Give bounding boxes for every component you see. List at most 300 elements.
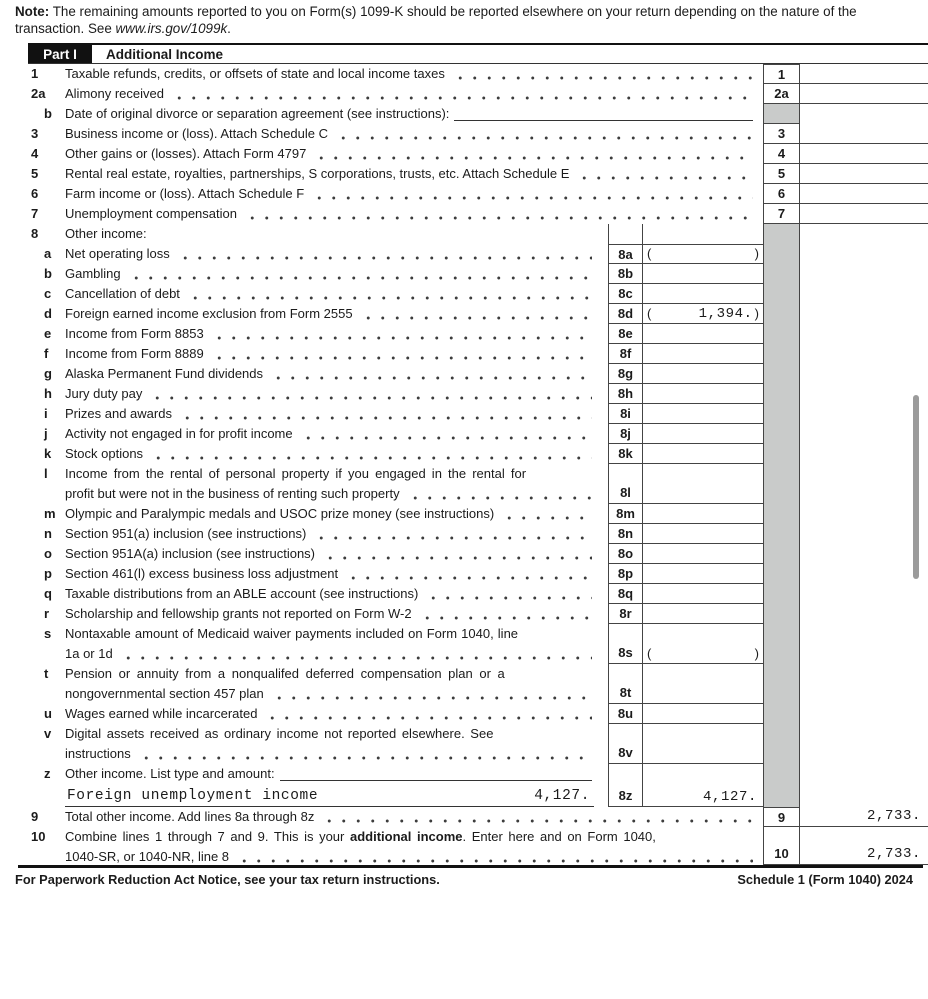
right-margin-cell	[800, 324, 928, 344]
sub-line-number-box: 8o	[608, 544, 643, 564]
shaded-no-entry-cell	[763, 104, 800, 124]
line-label	[65, 704, 594, 724]
label-text: profit but were not in the business of renting such property	[65, 486, 400, 501]
line-number: e	[44, 326, 52, 341]
form-row-4	[0, 144, 928, 164]
sub-amount-box-8z[interactable]	[643, 764, 763, 807]
paren-open: (	[647, 246, 652, 261]
sub-line-number-box: 8u	[608, 704, 643, 724]
sub-col-rule	[608, 224, 643, 244]
line-label	[65, 64, 755, 84]
sub-line-number-box: 8z	[608, 764, 643, 807]
line-label	[65, 464, 594, 484]
entry-amount: 4,127.	[534, 788, 590, 804]
line-label-cell	[65, 384, 608, 404]
line-number-box: 1	[763, 64, 800, 84]
right-margin-cell	[800, 404, 928, 424]
form-row-8j	[0, 424, 928, 444]
footer-paperwork-notice: For Paperwork Reduction Act Notice, see your tax return instructions.	[15, 871, 440, 887]
sub-amount-box-8c[interactable]	[643, 284, 763, 304]
sub-amount-box-8n[interactable]	[643, 524, 763, 544]
dotted-leaders	[243, 204, 753, 224]
label-text: Scholarship and fellowship grants not reported on Form W-2	[65, 606, 412, 621]
form-row-2b	[0, 104, 928, 124]
sub-amount-box-8d[interactable]	[643, 304, 763, 324]
sub-line-number-box: 8d	[608, 304, 643, 324]
line-label	[65, 224, 594, 244]
line-label	[65, 284, 594, 304]
dotted-leaders	[344, 564, 592, 584]
line-label-cell	[65, 404, 608, 424]
line-label-cell	[65, 304, 608, 324]
label-text: Total other income. Add lines 8a through 8z	[65, 809, 315, 824]
sub-amount-box-8f[interactable]	[643, 344, 763, 364]
line-label	[65, 364, 594, 384]
label-text: Section 951A(a) inclusion (see instructions)	[65, 546, 316, 561]
line-label-cell	[65, 504, 608, 524]
line-number: d	[44, 306, 52, 321]
form-row-8m	[0, 504, 928, 524]
sub-line-number-box: 8a	[608, 244, 643, 264]
sub-amount-box-8l[interactable]	[643, 464, 763, 504]
shaded-column-cell	[763, 544, 800, 564]
line-number-box: 4	[763, 144, 800, 164]
shaded-column-cell	[763, 724, 800, 764]
sub-amount-box-8b[interactable]	[643, 264, 763, 284]
label-text: Alimony received	[65, 86, 164, 101]
amount-box-4[interactable]	[800, 144, 928, 164]
form-row-8h	[0, 384, 928, 404]
form-row-8l	[0, 464, 928, 504]
line-number: 3	[31, 126, 39, 141]
line-number: 7	[31, 206, 39, 221]
label-text: nongovernmental section 457 plan	[65, 686, 264, 701]
label-text: Pension or annuity from a nonqualifed deferred compensation plan or a	[65, 666, 505, 681]
label-text: Other income:	[65, 226, 147, 241]
line-label-cell	[65, 364, 608, 384]
form-row-8f	[0, 344, 928, 364]
sub-line-number-box: 8c	[608, 284, 643, 304]
label-text: Business income or (loss). Attach Schedule C	[65, 126, 329, 141]
line-number-box: 2a	[763, 84, 800, 104]
form-row-10	[0, 827, 928, 865]
line-label-cell	[65, 104, 763, 124]
line-number-box: 7	[763, 204, 800, 224]
line-label	[65, 264, 594, 284]
form-row-8	[0, 224, 928, 244]
amount-value: 2,733.	[866, 808, 921, 824]
amount-box-5[interactable]	[800, 164, 928, 184]
shaded-column-cell	[763, 384, 800, 404]
line-number: j	[44, 426, 48, 441]
line-label	[65, 664, 594, 684]
dotted-leaders	[119, 644, 592, 664]
line-label-cell	[65, 664, 608, 704]
line-number: n	[44, 526, 52, 541]
amount-box-2b[interactable]	[800, 104, 928, 124]
label-text: Activity not engaged in for profit income	[65, 426, 293, 441]
line-label	[65, 244, 594, 264]
line-label	[65, 524, 594, 544]
line-label	[65, 304, 594, 324]
right-margin-cell	[800, 384, 928, 404]
line-label	[65, 384, 594, 404]
line-number-box: 9	[763, 807, 800, 827]
sub-amount-box-8u[interactable]	[643, 704, 763, 724]
amount-box-9[interactable]	[800, 807, 928, 827]
shaded-column-cell	[763, 284, 800, 304]
other-income-entry-field[interactable]	[65, 784, 594, 807]
line-number-box: 6	[763, 184, 800, 204]
right-margin-cell	[800, 664, 928, 704]
footer-form-id: Schedule 1 (Form 1040) 2024	[737, 871, 913, 887]
form-row-9	[0, 807, 928, 827]
label-text: . Enter here and on Form 1040,	[462, 829, 656, 844]
form-row-8v	[0, 724, 928, 764]
shaded-column-cell	[763, 504, 800, 524]
line-number: t	[44, 666, 49, 681]
shaded-column-cell	[763, 324, 800, 344]
shaded-column-cell	[763, 304, 800, 324]
line-label	[65, 644, 594, 664]
line-number: 1	[31, 66, 39, 81]
label-text: Cancellation of debt	[65, 286, 180, 301]
sub-amount-box-8h[interactable]	[643, 384, 763, 404]
amount-box-7[interactable]	[800, 204, 928, 224]
line-number: b	[44, 266, 52, 281]
line-label-cell	[65, 624, 608, 664]
line-number-box: 5	[763, 164, 800, 184]
line-label-cell	[65, 244, 608, 264]
line-label	[65, 484, 594, 504]
label-text: 1a or 1d	[65, 646, 113, 661]
form-row-7	[0, 204, 928, 224]
label-text: Foreign earned income exclusion from Form 2555	[65, 306, 353, 321]
right-margin-cell	[800, 724, 928, 764]
amount-box-1[interactable]	[800, 64, 928, 84]
amount-box-10[interactable]	[800, 827, 928, 865]
line-label-cell	[65, 564, 608, 584]
paren-close: )	[754, 246, 759, 261]
sub-line-number-box: 8b	[608, 264, 643, 284]
dotted-leaders	[263, 704, 592, 724]
label-text: Digital assets received as ordinary income not reported elsewhere. See	[65, 726, 494, 741]
label-text: Nontaxable amount of Medicaid waiver payments included on Form 1040, line	[65, 626, 519, 641]
right-margin-cell	[800, 244, 928, 264]
form-row-8d	[0, 304, 928, 324]
line-label-cell	[65, 704, 608, 724]
dotted-leaders	[186, 284, 592, 304]
sub-amount-box-8s[interactable]	[643, 624, 763, 664]
right-margin-cell	[800, 624, 928, 664]
line-number: r	[44, 606, 50, 621]
right-margin-cell	[800, 524, 928, 544]
sub-amount-box-8q[interactable]	[643, 584, 763, 604]
label-text: Wages earned while incarcerated	[65, 706, 258, 721]
line-label-cell	[65, 264, 608, 284]
shaded-column-cell	[763, 404, 800, 424]
form-row-8u	[0, 704, 928, 724]
sub-line-number-box: 8s	[608, 624, 643, 664]
shaded-column-cell	[763, 604, 800, 624]
line-number: o	[44, 546, 52, 561]
dotted-leaders	[269, 364, 592, 384]
sub-line-number-box: 8f	[608, 344, 643, 364]
sub-amount-box-8m[interactable]	[643, 504, 763, 524]
right-margin-cell	[800, 564, 928, 584]
line-number: 6	[31, 186, 39, 201]
dotted-leaders	[312, 524, 592, 544]
line-number: 4	[31, 146, 39, 161]
label-text: Income from the rental of personal property if you engaged in the rental for	[65, 466, 527, 481]
form-row-8s	[0, 624, 928, 664]
line-label	[65, 444, 594, 464]
form-row-8o	[0, 544, 928, 564]
line-number: i	[44, 406, 48, 421]
line-label	[65, 324, 594, 344]
label-text: Gambling	[65, 266, 121, 281]
shaded-column-cell	[763, 224, 800, 244]
form-row-8g	[0, 364, 928, 384]
sub-line-number-box: 8p	[608, 564, 643, 584]
line-label	[65, 124, 755, 144]
sub-amount-box-8a[interactable]	[643, 244, 763, 264]
form-row-6	[0, 184, 928, 204]
note-suffix: .	[227, 20, 231, 36]
line-label-cell	[65, 764, 608, 807]
dotted-leaders	[235, 847, 753, 867]
sub-amount-box-8t[interactable]	[643, 664, 763, 704]
form-row-8k	[0, 444, 928, 464]
sub-line-number-box: 8q	[608, 584, 643, 604]
shaded-column-cell	[763, 764, 800, 807]
sub-line-number-box: 8m	[608, 504, 643, 524]
line-label-cell	[65, 164, 763, 184]
sub-amount-box-8r[interactable]	[643, 604, 763, 624]
form-row-8c	[0, 284, 928, 304]
label-text: Other gains or (losses). Attach Form 4797	[65, 146, 307, 161]
dotted-leaders	[418, 604, 592, 624]
label-text: Net operating loss	[65, 246, 170, 261]
footer	[15, 872, 913, 887]
amount-box-2a[interactable]	[800, 84, 928, 104]
part1-badge: Part I	[28, 45, 92, 63]
dotted-leaders	[176, 244, 592, 264]
line-number: 10	[31, 829, 46, 844]
divorce-date-field[interactable]	[454, 105, 753, 121]
form-row-8z	[0, 764, 928, 807]
line-label	[65, 424, 594, 444]
label-text: Alaska Permanent Fund dividends	[65, 366, 264, 381]
sub-line-number-box: 8t	[608, 664, 643, 704]
sub-amount-box-8o[interactable]	[643, 544, 763, 564]
line-number: f	[44, 346, 49, 361]
amount-value: 2,733.	[866, 846, 921, 862]
line-label-cell	[65, 324, 608, 344]
dotted-leaders	[575, 164, 753, 184]
label-text: Section 461(l) excess business loss adjustment	[65, 566, 339, 581]
amount-box-6[interactable]	[800, 184, 928, 204]
line-number: q	[44, 586, 52, 601]
scrollbar-thumb[interactable]	[913, 395, 919, 579]
paren-open: (	[647, 306, 652, 321]
line-label	[65, 764, 594, 784]
note-url: www.irs.gov/1099k	[115, 20, 228, 36]
sub-line-number-box: 8j	[608, 424, 643, 444]
dotted-leaders	[310, 184, 753, 204]
label-text: Olympic and Paralympic medals and USOC prize money (see instructions)	[65, 506, 495, 521]
right-margin-cell	[800, 364, 928, 384]
line-label	[65, 404, 594, 424]
dotted-leaders	[320, 807, 753, 827]
line-label	[65, 84, 755, 104]
dotted-leaders	[334, 124, 753, 144]
sub-amount-box-8i[interactable]	[643, 404, 763, 424]
line-label-cell	[65, 584, 608, 604]
line-number: 2a	[31, 86, 46, 101]
dotted-leaders	[127, 264, 592, 284]
other-income-type-underline[interactable]	[280, 765, 592, 781]
line-label-cell	[65, 464, 608, 504]
right-margin-cell	[800, 304, 928, 324]
right-margin-cell	[800, 764, 928, 807]
dotted-leaders	[451, 64, 753, 84]
label-text: 1040-SR, or 1040-NR, line 8	[65, 849, 230, 864]
sub-line-number-box: 8i	[608, 404, 643, 424]
right-margin-cell	[800, 424, 928, 444]
line-label	[65, 847, 755, 867]
dotted-leaders	[500, 504, 592, 524]
dotted-leaders	[321, 544, 592, 564]
paren-close: )	[754, 306, 759, 321]
dotted-leaders	[406, 484, 592, 504]
shaded-column-cell	[763, 364, 800, 384]
line-label	[65, 744, 594, 764]
form-row-8i	[0, 404, 928, 424]
line-label-cell	[65, 284, 608, 304]
part1-title: Additional Income	[106, 47, 224, 62]
right-margin-cell	[800, 544, 928, 564]
sub-line-number-box: 8v	[608, 724, 643, 764]
label-text: Taxable refunds, credits, or offsets of state and local income taxes	[65, 66, 445, 81]
form-row-2a	[0, 84, 928, 104]
sub-line-number-box: 8h	[608, 384, 643, 404]
label-text: Income from Form 8889	[65, 346, 204, 361]
line-label-cell	[65, 444, 608, 464]
shaded-column-cell	[763, 704, 800, 724]
sub-amount-value: 4,127.	[702, 789, 757, 805]
line-label-cell	[65, 84, 763, 104]
form-row-8b	[0, 264, 928, 284]
sub-amount-box-8e[interactable]	[643, 324, 763, 344]
line-number: k	[44, 446, 52, 461]
form-row-8r	[0, 604, 928, 624]
form-row-5	[0, 164, 928, 184]
line-number: s	[44, 626, 52, 641]
dotted-leaders	[312, 144, 753, 164]
amount-box-3[interactable]	[800, 124, 928, 144]
form-row-8a	[0, 244, 928, 264]
note	[15, 4, 921, 37]
form-row-8n	[0, 524, 928, 544]
form-row-8e	[0, 324, 928, 344]
line-label	[65, 584, 594, 604]
part1-header	[28, 43, 928, 64]
line-label	[65, 344, 594, 364]
line-label	[65, 104, 755, 124]
sub-amount-box-8g[interactable]	[643, 364, 763, 384]
right-margin-cell	[800, 264, 928, 284]
label-text: Rental real estate, royalties, partnerships, S corporations, trusts, etc. Attach Schedule E	[65, 166, 570, 181]
line-label-cell	[65, 144, 763, 164]
form-row-8t	[0, 664, 928, 704]
label-text: Stock options	[65, 446, 144, 461]
sub-amount-box-8p[interactable]	[643, 564, 763, 584]
sub-line-number-box: 8n	[608, 524, 643, 544]
right-margin-cell	[800, 344, 928, 364]
right-margin-cell	[800, 604, 928, 624]
line-number: m	[44, 506, 56, 521]
label-text: Date of original divorce or separation agreement (see instructions):	[65, 106, 450, 121]
line-number: g	[44, 366, 52, 381]
right-margin-cell	[800, 224, 928, 244]
right-margin-cell	[800, 444, 928, 464]
line-label	[65, 164, 755, 184]
line-label-cell	[65, 807, 763, 827]
line-label	[65, 604, 594, 624]
line-number: 5	[31, 166, 39, 181]
dotted-leaders	[270, 684, 592, 704]
right-margin-cell	[800, 704, 928, 724]
line-label-cell	[65, 224, 608, 244]
dotted-leaders	[137, 744, 592, 764]
right-margin-cell	[800, 504, 928, 524]
line-label	[65, 684, 594, 704]
form-row-3	[0, 124, 928, 144]
dotted-leaders	[210, 344, 592, 364]
shaded-column-cell	[763, 464, 800, 504]
form-table	[0, 64, 928, 865]
shaded-column-cell	[763, 244, 800, 264]
sub-amount-box-8j[interactable]	[643, 424, 763, 444]
line-label-cell	[65, 124, 763, 144]
shaded-column-cell	[763, 524, 800, 544]
label-text: Unemployment compensation	[65, 206, 237, 221]
right-margin-cell	[800, 284, 928, 304]
sub-amount-box-8v[interactable]	[643, 724, 763, 764]
line-number: p	[44, 566, 52, 581]
line-number: v	[44, 726, 52, 741]
line-label-cell	[65, 604, 608, 624]
shaded-column-cell	[763, 264, 800, 284]
line-number: c	[44, 286, 52, 301]
label-text: Taxable distributions from an ABLE account (see instructions)	[65, 586, 419, 601]
dotted-leaders	[299, 424, 592, 444]
shaded-column-cell	[763, 424, 800, 444]
label-text: Prizes and awards	[65, 406, 172, 421]
form-row-8p	[0, 564, 928, 584]
line-number: b	[44, 106, 52, 121]
entry-text: Foreign unemployment income	[67, 788, 319, 804]
label-text: additional income	[349, 829, 463, 844]
line-number: z	[44, 766, 51, 781]
shaded-column-cell	[763, 664, 800, 704]
label-text: Jury duty pay	[65, 386, 143, 401]
line-number: l	[44, 466, 48, 481]
line-label	[65, 204, 755, 224]
label-text: Combine lines 1 through 7 and 9. This is your	[65, 829, 350, 844]
sub-amount-box-8k[interactable]	[643, 444, 763, 464]
